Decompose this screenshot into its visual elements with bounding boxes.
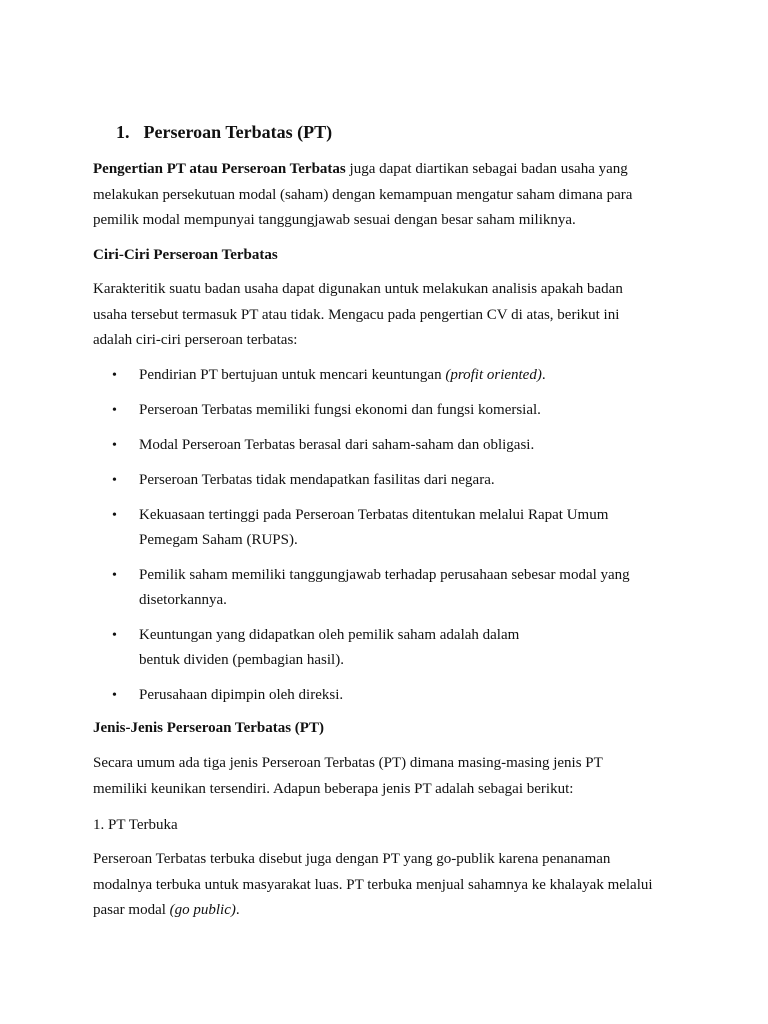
jenis-intro-paragraph — [93, 751, 693, 802]
list-item-text: Keuntungan yang didapatkan oleh pemilik saham adalah dalam — [139, 627, 520, 643]
list-item-text: Perusahaan dipimpin oleh direksi. — [139, 687, 344, 703]
ciri-intro-line3: adalah ciri-ciri perseroan terbatas: — [93, 332, 298, 348]
bullet-icon: • — [112, 403, 117, 418]
list-item-text-cont: Pemegam Saham (RUPS). — [139, 532, 298, 548]
list-item-text: Pemilik saham memiliki tanggungjawab terhadap perusahaan sebesar modal yang — [139, 567, 630, 583]
pt-terbuka-paragraph — [93, 847, 693, 924]
bullet-icon: • — [112, 628, 117, 643]
jenis-intro-line2: memiliki keunikan tersendiri. Adapun beberapa jenis PT adalah sebagai berikut: — [93, 780, 574, 797]
section-heading — [116, 122, 332, 143]
intro-line3: pemilik modal mempunyai tanggungjawab sesuai dengan besar saham miliknya. — [93, 212, 576, 228]
bullet-icon: • — [112, 368, 117, 383]
pt-terbuka-line1: Perseroan Terbatas terbuka disebut juga dengan PT yang go-publik karena penanaman — [93, 851, 611, 867]
jenis-intro-line1: Secara umum ada tiga jenis Perseroan Terbatas (PT) dimana masing-masing jenis PT — [93, 755, 603, 771]
intro-line2: melakukan persekutuan modal (saham) dengan kemampuan mengatur saham dimana para — [93, 186, 633, 203]
list-item-text-cont: bentuk dividen (pembagian hasil). — [139, 652, 344, 668]
bullet-icon: • — [112, 473, 117, 488]
intro-paragraph — [93, 157, 693, 234]
list-item-text: Perseroan Terbatas tidak mendapatkan fasilitas dari negara. — [139, 472, 495, 488]
pt-terbuka-line2: modalnya terbuka untuk masyarakat luas. PT terbuka menjual sahamnya ke khalayak melalui — [93, 876, 653, 893]
intro-bold-term: Pengertian PT atau Perseroan Terbatas — [93, 161, 346, 177]
bullet-icon: • — [112, 438, 117, 453]
list-item-italic: (profit oriented) — [445, 367, 542, 383]
intro-line1-rest: juga dapat diartikan sebagai badan usaha yang — [345, 161, 628, 177]
bullet-icon: • — [112, 688, 117, 703]
bullet-icon: • — [112, 568, 117, 583]
ciri-intro-paragraph — [93, 277, 693, 354]
ciri-intro-line2: usaha tersebut termasuk PT atau tidak. Mengacu pada pengertian CV di atas, berikut ini — [93, 306, 620, 323]
list-item-text: Pendirian PT bertujuan untuk mencari keuntungan — [139, 367, 446, 383]
bullet-icon: • — [112, 508, 117, 523]
ciri-heading: Ciri-Ciri Perseroan Terbatas — [93, 247, 278, 263]
list-item-text: Modal Perseroan Terbatas berasal dari saham-saham dan obligasi. — [139, 437, 535, 453]
list-item-text: Perseroan Terbatas memiliki fungsi ekonomi dan fungsi komersial. — [139, 402, 541, 418]
section-title: Perseroan Terbatas (PT) — [143, 122, 333, 142]
list-item-text-cont: disetorkannya. — [139, 592, 227, 608]
pt-terbuka-heading: 1. PT Terbuka — [93, 817, 178, 833]
pt-terbuka-line3-end: . — [235, 902, 240, 918]
section-number: 1. — [116, 122, 130, 142]
pt-terbuka-line3-start: pasar modal — [93, 902, 170, 918]
list-item-tail: . — [541, 367, 546, 383]
pt-terbuka-line3-italic: (go public) — [169, 902, 236, 918]
ciri-intro-line1: Karakteritik suatu badan usaha dapat digunakan untuk melakukan analisis apakah badan — [93, 281, 623, 297]
list-item-text: Kekuasaan tertinggi pada Perseroan Terbatas ditentukan melalui Rapat Umum — [139, 507, 609, 523]
jenis-heading: Jenis-Jenis Perseroan Terbatas (PT) — [93, 720, 324, 736]
